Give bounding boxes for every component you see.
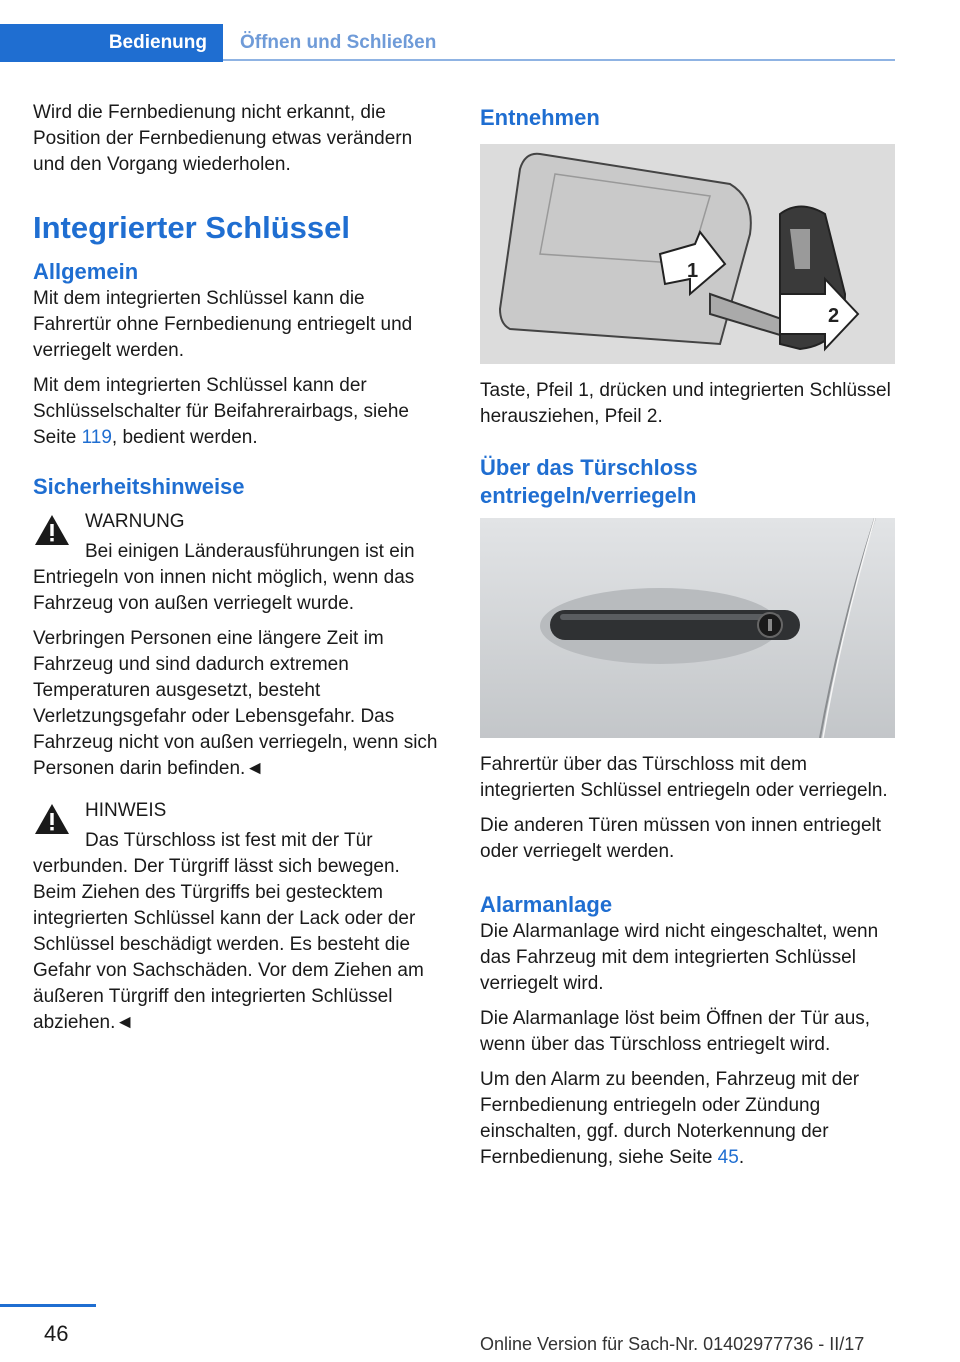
door-handle-photo	[480, 518, 895, 738]
header-divider	[223, 59, 895, 61]
door-handle-figure	[480, 518, 895, 738]
heading-tuerschloss: Über das Türschloss entriegeln/verriegeln	[480, 455, 698, 508]
arrow-2-label: 2	[828, 305, 840, 327]
warning-triangle-icon	[33, 513, 71, 547]
text-span: Mit dem integrierten Schlüssel kann der Schlüsselschalter für Beifahrerairbags, siehe Seite	[33, 375, 409, 448]
intro-paragraph: Wird die Fernbedienung nicht erkannt, die Position der Fernbedienung etwas verändern und den Vorgang wiederholen.	[33, 102, 413, 175]
notice-triangle-icon	[33, 802, 71, 836]
arrow-1-label: 1	[687, 260, 699, 282]
page-link-45[interactable]: 45	[717, 1147, 739, 1168]
page-header	[0, 0, 960, 62]
tuer-paragraph-2: Die anderen Türen müssen von innen entriegelt oder verriegelt werden.	[480, 815, 882, 862]
key-removal-illustration	[480, 144, 895, 364]
heading-allgemein: Allgemein	[33, 259, 139, 284]
heading-entnehmen: Entnehmen	[480, 105, 600, 130]
alarm-paragraph-3	[480, 1067, 895, 1171]
right-column	[480, 104, 895, 1180]
section-tab-bedienung[interactable]: Bedienung	[0, 24, 223, 62]
warning-label: WARNUNG	[85, 511, 185, 532]
chapter-tab[interactable]: Öffnen und Schließen	[240, 32, 437, 53]
warning-paragraph-1	[33, 539, 448, 617]
text-span: Das Türschloss ist fest mit der Tür verbunden. Der Türgriff lässt sich bewegen. Beim Ziehen des Türgriffs bei gestecktem integrierten Schlüssel kann der Lack oder der Schlüssel beschädigt werden. Es besteht die Gefahr von Sachschäden. Vor dem Ziehen am äußeren Türgriff den integrierten Schlüssel abziehen.◄	[33, 830, 424, 1033]
heading-sicherheitshinweise: Sicherheitshinweise	[33, 474, 245, 499]
notice-label: HINWEIS	[85, 800, 167, 821]
text-span: .	[738, 1147, 745, 1168]
entnehmen-paragraph: Taste, Pfeil 1, drücken und integrierten Schlüssel herausziehen, Pfeil 2.	[480, 380, 891, 427]
text-span: , bedient werden.	[111, 427, 258, 448]
warning-block	[33, 509, 448, 535]
heading-alarmanlage: Alarmanlage	[480, 892, 613, 917]
heading-integrierter-schluessel: Integrierter Schlüssel	[33, 210, 351, 245]
page-number: 46	[44, 1321, 69, 1346]
key-removal-figure	[480, 144, 895, 364]
alarm-paragraph-2: Die Alarmanlage löst beim Öffnen der Tür aus, wenn über das Türschloss entriegelt wird.	[480, 1008, 871, 1055]
alarm-paragraph-1: Die Alarmanlage wird nicht eingeschaltet, wenn das Fahrzeug mit dem integrierten Schlüssel verriegelt wird.	[480, 921, 879, 994]
footer-online-version: Online Version für Sach-Nr. 01402977736 - II/17	[480, 1334, 865, 1354]
allgemein-paragraph-2	[33, 373, 448, 451]
page-link-119[interactable]: 119	[81, 427, 112, 448]
allgemein-paragraph-1: Mit dem integrierten Schlüssel kann die Fahrertür ohne Fernbedienung entriegelt und verriegelt werden.	[33, 288, 413, 361]
warning-paragraph-2: Verbringen Personen eine längere Zeit im Fahrzeug und sind dadurch extremen Temperaturen ausgesetzt, besteht Verletzungsgefahr oder Lebensgefahr. Das Fahrzeug nicht von außen verriegeln, wenn sich Personen darin befinden.◄	[33, 628, 438, 779]
page-number-bar	[0, 1304, 96, 1307]
left-column	[33, 100, 448, 1045]
text-span: Um den Alarm zu beenden, Fahrzeug mit der Fernbedienung entriegeln oder Zündung einschalten, ggf. durch Noterkennung der Fernbedienung, siehe Seite	[480, 1069, 860, 1168]
notice-block	[33, 798, 448, 824]
tuer-paragraph-1: Fahrertür über das Türschloss mit dem integrierten Schlüssel entriegeln oder verriegeln.	[480, 754, 888, 801]
notice-paragraph	[33, 828, 448, 1036]
text-span: Bei einigen Länderausführungen ist ein Entriegeln von innen nicht möglich, wenn das Fahrzeug von außen verriegelt wurde.	[33, 541, 415, 614]
